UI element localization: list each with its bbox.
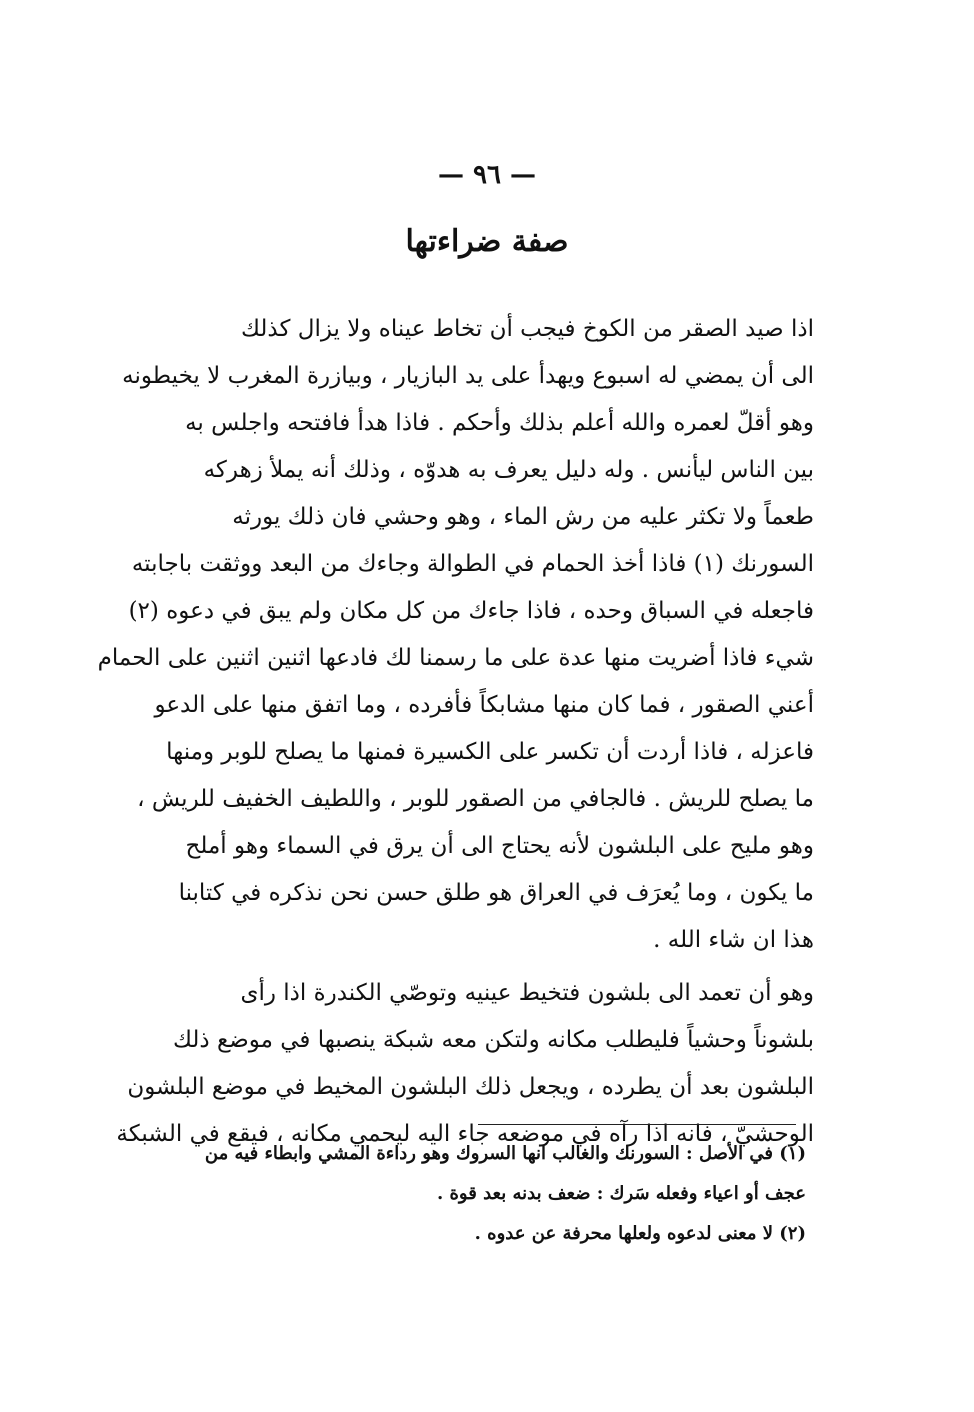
body-text xyxy=(97,306,814,1158)
body-line: بين الناس ليأنس . وله دليل يعرف به هدوّه ، وذلك أنه يملأ زهركه xyxy=(203,457,814,483)
body-line: أعني الصقور ، فما كان منها مشابكاً فأفرده ، وما اتفق منها على الدعو xyxy=(154,692,814,718)
page-number: — ٩٦ — xyxy=(437,160,537,190)
body-line: طعماً ولا تكثر عليه من رش الماء ، وهو وحشي فان ذلك يورثه xyxy=(232,504,814,530)
footnote-separator xyxy=(478,1124,796,1125)
body-line: هذا ان شاء الله . xyxy=(653,927,814,953)
body-line: السورنك (١) فاذا أخذ الحمام في الطوالة وجاءك من البعد ووثقت باجابته xyxy=(131,551,814,577)
body-line: وهو مليح على البلشون لأنه يحتاج الى أن يرق في السماء وهو أملح xyxy=(185,833,814,859)
body-line: ما يكون ، وما يُعرَف في العراق هو طلق حسن نحن نذكره في كتابنا xyxy=(178,880,814,906)
body-line: اذا صيد الصقر من الكوخ فيجب أن تخاط عيناه ولا يزال كذلك xyxy=(241,316,814,342)
body-line: الى أن يمضي له اسبوع ويهدأ على يد البازيار ، وبيازرة المغرب لا يخيطونه xyxy=(122,363,814,389)
body-line: شيء فاذا أضريت منها عدة على ما رسمنا لك فادعها اثنين اثنين على الحمام xyxy=(97,645,814,671)
body-line: الوحشيّ ، فانه اذا رآه في موضعه جاء اليه ليحمي مكانه ، فيقع في الشبكة xyxy=(116,1121,814,1147)
body-line: بلشوناً وحشياً فليطلب مكانه ولتكن معه شبكة ينصبها في موضع ذلك xyxy=(173,1027,814,1053)
body-line: البلشون بعد أن يطرده ، ويجعل ذلك البلشون المخيط في موضع البلشون xyxy=(127,1074,814,1100)
body-line: ما يصلح للريش . فالجافي من الصقور للوبر ، واللطيف الخفيف للريش ، xyxy=(137,786,814,812)
footnotes xyxy=(150,1134,806,1254)
footnote-line: (٢) لا معنى لدعوه ولعلها محرفة عن عدوه . xyxy=(474,1223,806,1244)
section-title: صفة ضراءتها xyxy=(405,224,569,259)
footnote-line: عجف أو اعياء وفعله سَرك : ضعف بدنه بعد قوة . xyxy=(436,1183,806,1204)
body-line: وهو أن تعمد الى بلشون فتخيط عينيه وتوصّي الكندرة اذا رأى xyxy=(240,980,814,1006)
body-line: وهو أقلّ لعمره والله أعلم بذلك وأحكم . فاذا هدأ فافتحه واجلس به xyxy=(185,410,814,436)
footnote-line: (١) في الأصل : السورنك والغالب انها السروك وهو رداءة المشي وابطاء فيه من xyxy=(204,1143,806,1164)
body-line: فاجعله في السباق وحده ، فاذا جاءك من كل مكان ولم يبق في دعوه (٢) xyxy=(128,598,814,624)
body-line: فاعزله ، فاذا أردت أن تكسر على الكسيرة فمنها ما يصلح للوبر ومنها xyxy=(166,739,814,765)
